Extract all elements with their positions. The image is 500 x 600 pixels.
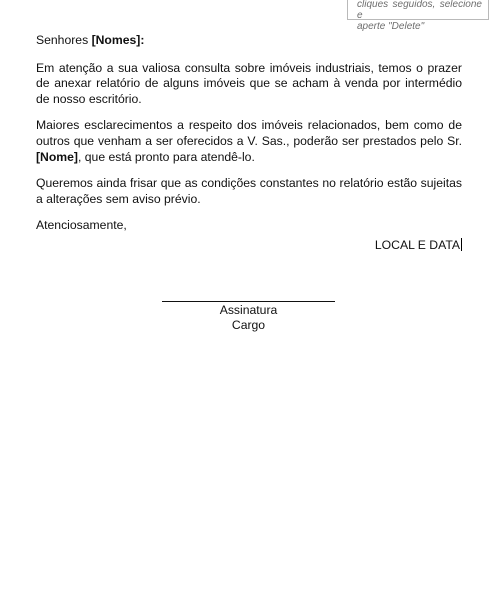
signature-label: Assinatura [219, 303, 278, 317]
paragraph-3: Queremos ainda frisar que as condições constantes no relatório estão sujeitas a alterações sem aviso prévio. [36, 176, 462, 206]
closing-salutation: Atenciosamente, [36, 218, 127, 233]
greeting [36, 33, 462, 49]
paragraph-1: Em atenção a sua valiosa consulta sobre imóveis industriais, temos o prazer de anexar relatório de alguns imóveis que se acham à venda por intermédio de nosso escritório. [36, 60, 462, 106]
letter-body[interactable] [36, 33, 462, 234]
paragraph-2-text-end: , que está pronto para atendê-lo. [77, 149, 255, 164]
tooltip-line-2: aperte "Delete" [357, 21, 425, 32]
place-date-field[interactable] [375, 238, 462, 253]
role-label: Cargo [231, 318, 266, 333]
place-date-text: LOCAL E DATA [374, 238, 460, 252]
signature-block [162, 303, 335, 334]
paragraph-2-text-start: Maiores esclarecimentos a respeito dos imóveis relacionados, bem como de outros que venham a ser oferecidos a V. Sas., poderão ser prestados pelo Sr. [36, 118, 462, 148]
paragraph-2 [36, 118, 462, 165]
tooltip-line-1: cliques seguidos, selecione e [357, 0, 482, 21]
greeting-text: Senhores [36, 33, 92, 47]
instruction-tooltip [347, 0, 489, 32]
signature-line [162, 301, 335, 302]
recipient-names-placeholder[interactable]: [Nomes]: [91, 33, 145, 47]
contact-name-placeholder[interactable]: [Nome] [36, 149, 78, 164]
text-cursor [461, 238, 462, 251]
